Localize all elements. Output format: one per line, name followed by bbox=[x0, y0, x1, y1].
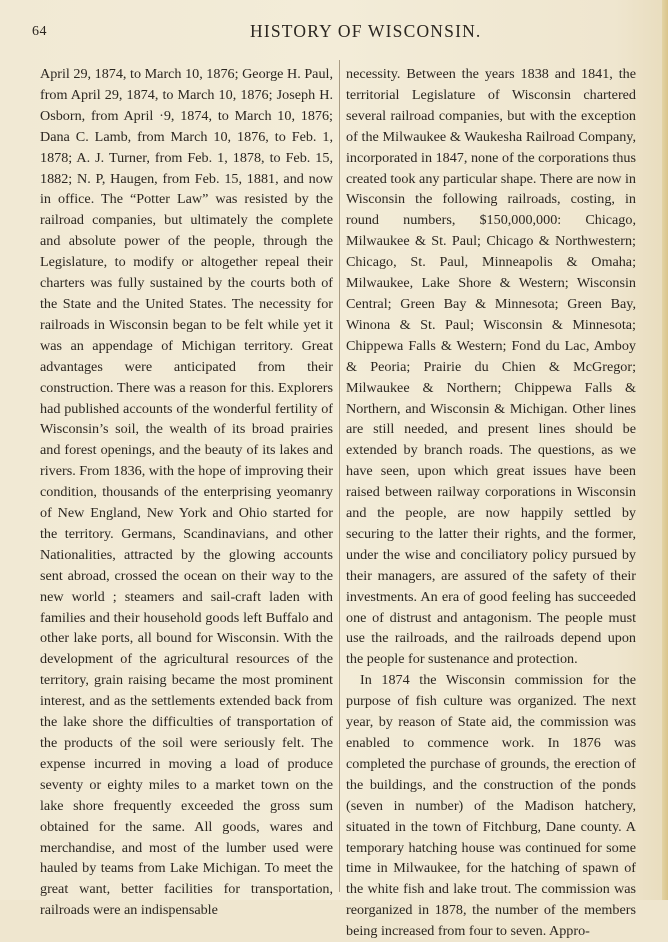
page-edge bbox=[662, 0, 668, 900]
left-paragraph-1: April 29, 1874, to March 10, 1876; George H. Paul, from April 29, 1874, to March 10, 1876; Joseph H. Osborn, from April ·9, 1874, to March 10, 1876; Dana C. Lamb, from March 10, 1876, to Feb. 1, 1878; A. J. Turner, from Feb. 1, 1878, to Feb. 15, 1882; N. P, Haugen, from Feb. 15, 1881, and now in office. The “Potter Law” was resisted by the railroad companies, but ultimately the complete and absolute power of the people, through the Legislature, to modify or altogether repeal their charters was fully sustained by the courts both of the State and the United States. The necessity for railroads in Wisconsin began to be felt while yet it was an appendage of Michigan territory. Great advantages were anticipated from their construction. There was a reason for this. Explorers had published accounts of the wonderful fertility of Wisconsin’s soil, the wealth of its broad prairies and forest openings, and the beauty of its lakes and rivers. From 1836, with the hope of improving their condition, thousands of the enterprising yeomanry of New England, New York and Ohio started for the territory. Germans, Scandinavians, and other Nationalities, attracted by the glowing accounts sent abroad, crossed the ocean on their way to the new world ; steamers and sail-craft laden with families and their household goods left Buffalo and other lake ports, all bound for Wisconsin. With the development of the agricultural resources of the territory, grain raising became the most prominent interest, and as the settlements extended back from the lake shore the difficulties of transportation of the products of the soil were seriously felt. The expense incurred in moving a load of produce seventy or eighty miles to a market town on the lake shore frequently exceeded the gross sum obtained for the same. All goods, wares and merchandise, and most of the lumber used were hauled by teams from Lake Michigan. To meet the great want, better facilities for transportation, railroads were an indispensable bbox=[40, 66, 333, 919]
left-column bbox=[40, 64, 333, 921]
right-paragraph-2: In 1874 the Wisconsin commission for the purpose of fish culture was organized. The next year, by reason of State aid, the commission was enabled to commence work. In 1876 was completed the purchase of grounds, the erection of the buildings, and the construction of the ponds (seven in number) of the Madison hatchery, situated in the town of Fitchburg, Dane county. A temporary hatching house was continued for some time in Milwaukee, for the hatching of spawn of the white fish and lake trout. The commission was reorganized in 1878, the number of the members being increased from four to seven. Appro- bbox=[346, 672, 636, 940]
column-divider bbox=[339, 60, 340, 892]
running-title: HISTORY OF WISCONSIN. bbox=[250, 21, 482, 41]
right-column bbox=[346, 64, 636, 942]
page-number: 64 bbox=[32, 24, 47, 39]
right-paragraph-1: necessity. Between the years 1838 and 1841, the territorial Legislature of Wisconsin chartered several railroad companies, but with the exception of the Milwaukee & Waukesha Railroad Company, incorporated in 1847, none of the corporations thus created took any particular shape. There are now in Wisconsin the following railroads, costing, in round numbers, $150,000,000: Chicago, Milwaukee & St. Paul; Chicago & Northwestern; Chicago, St. Paul, Minneapolis & Omaha; Milwaukee, Lake Shore & Western; Wisconsin Central; Green Bay & Minnesota; Green Bay, Winona & St. Paul; Wisconsin & Minnesota; Chippewa Falls & Western; Fond du Lac, Amboy & Peoria; Prairie du Chien & McGregor; Milwaukee & Northern; Chippewa Falls & Northern, and Wisconsin & Michigan. Other lines are still needed, and present lines should be extended by branch roads. The questions, as we have seen, upon which great issues have been raised between railway corporations in Wisconsin and the people, are now happily settled by securing to the latter their rights, and the former, under the wise and conciliatory policy pursued by their managers, are assured of the safety of their investments. An era of good feeling has succeeded one of distrust and antagonism. The people must use the railroads, and the railroads depend upon the people for sustenance and protection. bbox=[346, 66, 636, 668]
